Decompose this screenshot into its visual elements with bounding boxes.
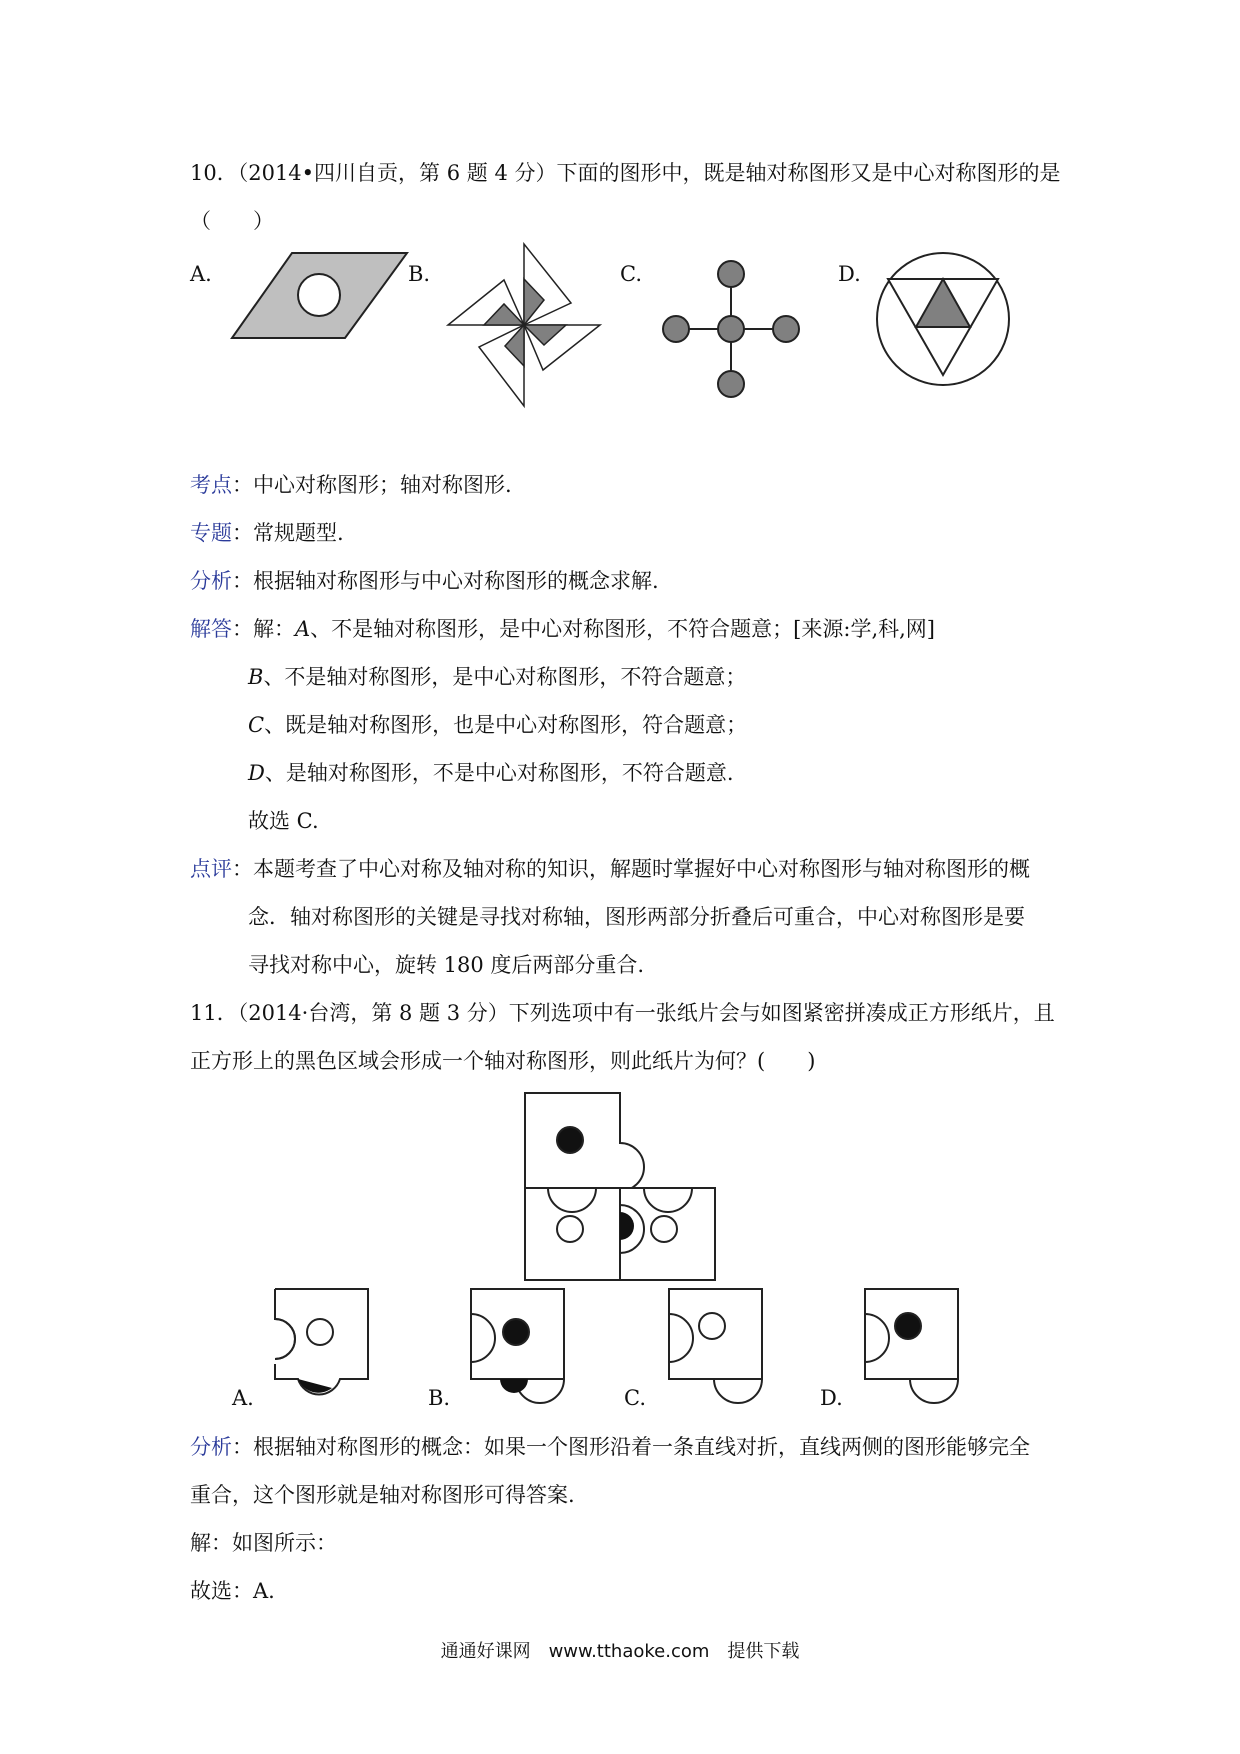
q10-option-a-label: A. — [190, 262, 212, 286]
q11-stem-line2: 正方形上的黑色区域会形成一个轴对称图形，则此纸片为何？( ) — [190, 1049, 816, 1073]
q10-zhuanti: 专题：常规题型. — [190, 521, 344, 545]
q10-jieda-line3: C、既是轴对称图形，也是中心对称图形，符合题意； — [248, 713, 748, 737]
q10-conclusion: 故选 C. — [248, 809, 319, 833]
q11-jie: 解：如图所示： — [190, 1531, 337, 1555]
q10-jieda-line4: D、是轴对称图形，不是中心对称图形，不符合题意. — [248, 761, 734, 785]
q11-option-c-label: C. — [624, 1386, 646, 1410]
circle-triangle-figure — [874, 250, 1012, 388]
q10-jieda-line1: 解答：解：A、不是轴对称图形，是中心对称图形，不符合题意；[来源:学,科,网] — [190, 617, 935, 641]
q10-dianping-line2: 念．轴对称图形的关键是寻找对称轴，图形两部分折叠后可重合，中心对称图形是要 — [248, 905, 1025, 929]
q10-stem-line1: 10．（2014•四川自贡，第 6 题 4 分）下面的图形中，既是轴对称图形又是中心对称图形的是 — [190, 161, 1061, 185]
q11-option-d-piece — [860, 1284, 970, 1396]
pinwheel-figure — [446, 242, 602, 408]
q11-option-c-piece — [664, 1284, 774, 1396]
q10-stem-line2: （ ） — [190, 209, 274, 233]
q10-option-d-label: D. — [838, 262, 861, 286]
q10-dianping-line1: 点评：本题考查了中心对称及轴对称的知识，解题时掌握好中心对称图形与轴对称图形的概 — [190, 857, 1030, 881]
page-footer: 通通好课网 www.tthaoke.com 提供下载 — [440, 1641, 800, 1662]
puzzle-pieces-figure — [520, 1088, 720, 1283]
q11-fenxi-line1: 分析：根据轴对称图形的概念：如果一个图形沿着一条直线对折，直线两侧的图形能够完全 — [190, 1435, 1030, 1459]
q10-jieda-line2: B、不是轴对称图形，是中心对称图形，不符合题意； — [248, 665, 747, 689]
q10-dianping-line3: 寻找对称中心，旋转 180 度后两部分重合. — [248, 953, 645, 977]
q11-option-b-piece — [466, 1284, 576, 1396]
q10-kaodian: 考点：中心对称图形；轴对称图形. — [190, 473, 512, 497]
q11-answer: 故选：A. — [190, 1579, 275, 1603]
five-circles-cross-figure — [656, 256, 806, 406]
q10-fenxi: 分析：根据轴对称图形与中心对称图形的概念求解. — [190, 569, 659, 593]
q11-stem-line1: 11．（2014·台湾，第 8 题 3 分）下列选项中有一张纸片会与如图紧密拼凑成正方形纸片，且 — [190, 1001, 1055, 1025]
q10-option-b-label: B. — [408, 262, 431, 286]
parallelogram-figure — [230, 250, 410, 345]
q11-option-a-label: A. — [232, 1386, 254, 1410]
q10-option-c-label: C. — [620, 262, 642, 286]
q11-option-b-label: B. — [428, 1386, 451, 1410]
q11-option-d-label: D. — [820, 1386, 843, 1410]
q11-fenxi-line2: 重合，这个图形就是轴对称图形可得答案. — [190, 1483, 575, 1507]
q11-option-a-piece — [270, 1284, 380, 1396]
